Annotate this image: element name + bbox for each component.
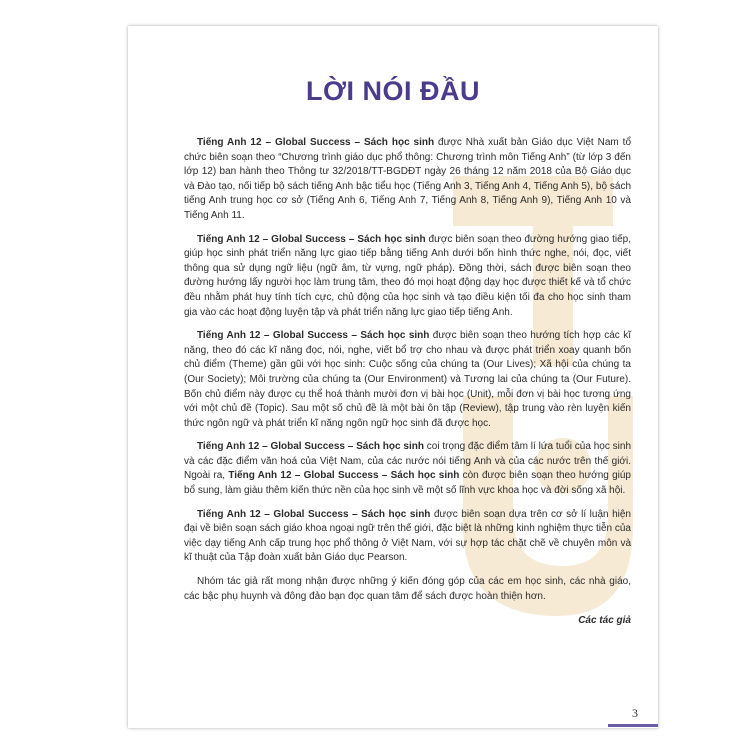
page-number-underline xyxy=(608,724,658,727)
paragraph-4 xyxy=(184,440,631,498)
book-title-emphasis: Tiếng Anh 12 – Global Success – Sách học sinh xyxy=(228,470,460,482)
preface-body xyxy=(184,136,631,629)
paragraph-text: được biên soạn dựa trên cơ sở lí luận hiện đại về biên soạn sách giáo khoa ngoại ngữ trên thế giới, đặc biệt là những kinh nghiệm thực tiễn của việc dạy tiếng Anh cấp trung học phổ thông ở Việt Nam, với sự hợp tác chặt chẽ về chuyên môn và kĩ thuật của Tập đoàn xuất bản Giáo dục Pearson. xyxy=(184,508,631,564)
book-title-emphasis: Tiếng Anh 12 – Global Success – Sách học sinh xyxy=(197,233,426,245)
page-number: 3 xyxy=(632,706,638,720)
paragraph-text: được biên soạn theo đường hướng giao tiếp, giúp học sinh phát triển năng lực giao tiếp bằng tiếng Anh dưới bốn hình thức nghe, nói, đọc, viết thông qua sử dụng ngữ liệu (ngữ âm, từ vựng, ngữ pháp). Đồng thời, sách được biên soạn theo đường hướng lấy người học làm trung tâm, theo đó mọi hoạt động dạy học được thiết kế và tổ chức đều nhằm phát huy tính tích cực, chủ động của học sinh và tạo điều kiện tối đa cho học sinh tham gia vào các hoạt động luyện tập và phát triển năng lực giao tiếp tiếng Anh. xyxy=(184,233,631,318)
book-title-emphasis: Tiếng Anh 12 – Global Success – Sách học sinh xyxy=(197,330,430,342)
paragraph-1 xyxy=(184,136,631,224)
paragraph-text: coi trọng đặc điểm tâm lí lứa tuổi của học sinh và các đặc điểm văn hoá của Việt Nam, của các nước nói tiếng Anh và của các nước trên thế giới. Ngoài ra, xyxy=(184,441,631,482)
paragraph-5 xyxy=(184,508,631,566)
paragraph-text: được biên soạn theo hướng tích hợp các kĩ năng, theo đó các kĩ năng đọc, nói, nghe, viết bổ trợ cho nhau và được phát triển xoay quanh bốn chủ điểm (Theme) gần gũi với học sinh: Cuộc sống của chúng ta (Our Lives); Xã hội của chúng ta (Our Society); Môi trường của chúng ta (Our Environment) và Tương lai của chúng ta (Our Future). Bốn chủ điểm này được cụ thể hoá thành mười đơn vị bài học (Unit), mỗi đơn vị bài học tương ứng với một chủ đề (Topic). Sau một số chủ đề là một bài ôn tập (Review), tập trung vào rèn luyện kiến thức ngôn ngữ và phát triển kĩ năng ngôn ngữ học sinh đã được học. xyxy=(184,330,631,429)
signature: Các tác giả xyxy=(578,615,631,627)
book-title-emphasis: Tiếng Anh 12 – Global Success – Sách học sinh xyxy=(197,137,435,148)
paragraph-text: được Nhà xuất bản Giáo dục Việt Nam tổ chức biên soạn theo “Chương trình giáo dục phổ thông: Chương trình môn Tiếng Anh” (từ lớp 3 đến lớp 12) ban hành theo Thông tư 32/2018/TT-BGDĐT ngày 26 tháng 12 năm 2018 của Bộ Giáo dục và Đào tạo, nối tiếp bộ sách tiếng Anh bậc tiểu học (Tiếng Anh 3, Tiếng Anh 4, Tiếng Anh 5), bộ sách tiếng Anh trung học cơ sở (Tiếng Anh 6, Tiếng Anh 7, Tiếng Anh 8, Tiếng Anh 9), Tiếng Anh 10 và Tiếng Anh 11. xyxy=(184,137,631,221)
paragraph-text: Nhóm tác giả rất mong nhận được những ý kiến đóng góp của các em học sinh, các nhà giáo, các bậc phụ huynh và đông đảo bạn đọc quan tâm để sách được hoàn thiện hơn. xyxy=(184,576,631,602)
paragraph-text: còn được biên soạn theo hướng giúp bổ sung, làm giàu thêm kiến thức nền của học sinh về một số lĩnh vực khoa học và đời sống xã hội. xyxy=(184,470,631,497)
paragraph-3 xyxy=(184,329,631,431)
page-title: LỜI NÓI ĐẦU xyxy=(305,76,481,106)
book-title-emphasis: Tiếng Anh 12 – Global Success – Sách học sinh xyxy=(197,441,424,453)
paragraph-2 xyxy=(184,233,631,321)
book-page xyxy=(128,26,658,728)
paragraph-6 xyxy=(184,575,631,604)
book-title-emphasis: Tiếng Anh 12 – Global Success – Sách học sinh xyxy=(197,508,431,520)
